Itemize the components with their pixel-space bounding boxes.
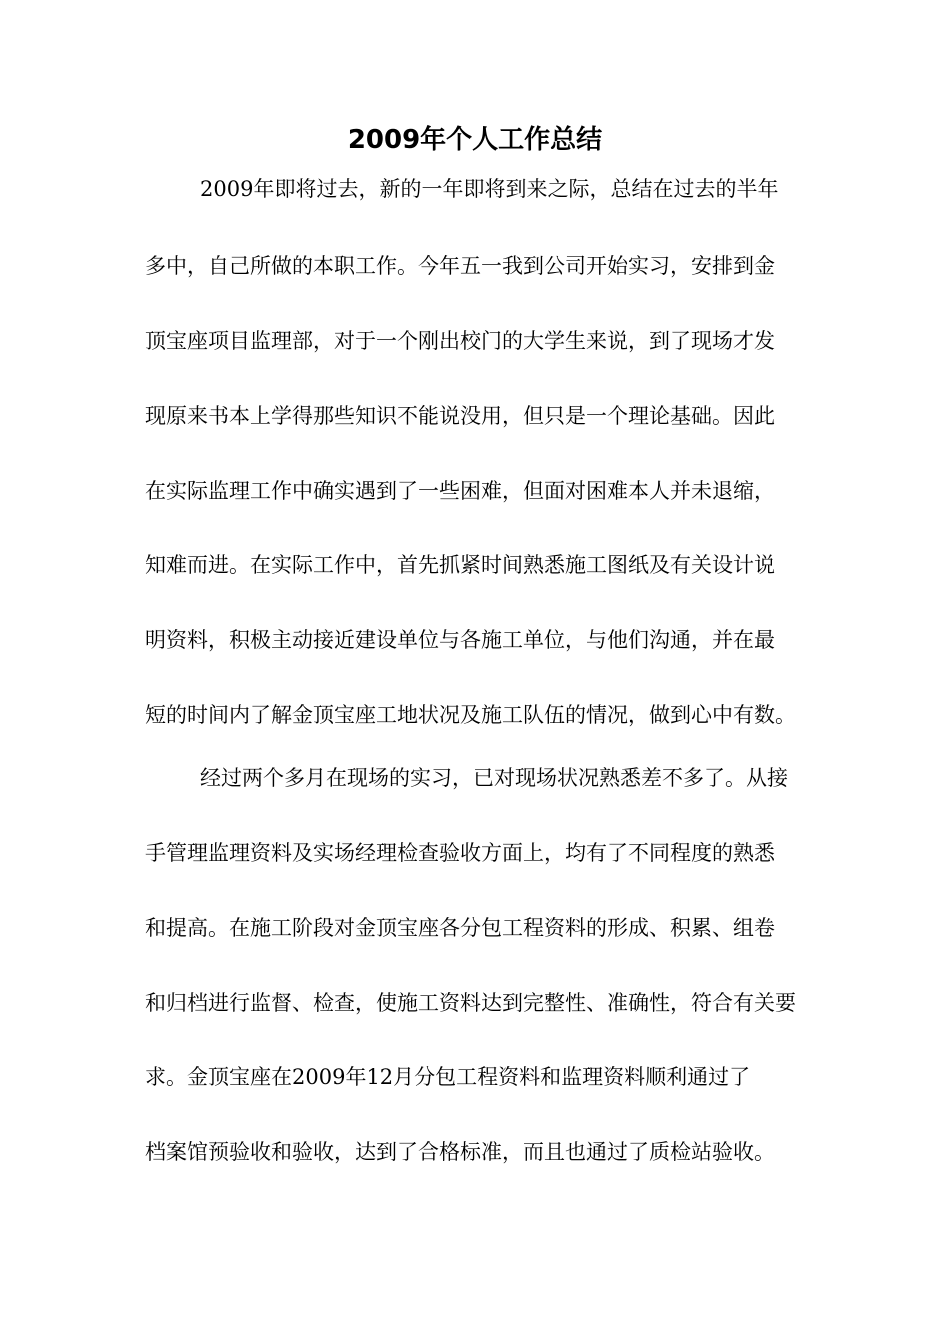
paragraph-1-line-1: 2009年即将过去，新的一年即将到来之际，总结在过去的半年 — [200, 177, 779, 201]
paragraph-2-line-4: 和归档进行监督、检查，使施工资料达到完整性、准确性，符合有关要 — [145, 991, 796, 1015]
paragraph-1-line-2: 多中，自己所做的本职工作。今年五一我到公司开始实习，安排到金 — [145, 254, 775, 278]
paragraph-2-line-3: 和提高。在施工阶段对金顶宝座各分包工程资料的形成、积累、组卷 — [145, 916, 775, 940]
paragraph-2-line-2: 手管理监理资料及实场经理检查验收方面上，均有了不同程度的熟悉 — [145, 841, 775, 865]
paragraph-2-line-6: 档案馆预验收和验收，达到了合格标准，而且也通过了质检站验收。 — [145, 1140, 775, 1164]
paragraph-1-line-4: 现原来书本上学得那些知识不能说没用，但只是一个理论基础。因此 — [145, 404, 775, 428]
paragraph-2-line-1: 经过两个多月在现场的实习，已对现场状况熟悉差不多了。从接 — [200, 766, 788, 790]
paragraph-1-line-5: 在实际监理工作中确实遇到了一些困难，但面对困难本人并未退缩， — [145, 479, 775, 503]
paragraph-1-line-3: 顶宝座项目监理部，对于一个刚出校门的大学生来说，到了现场才发 — [145, 329, 775, 353]
document-title: 2009年个人工作总结 — [347, 125, 603, 155]
paragraph-1-line-7: 明资料，积极主动接近建设单位与各施工单位，与他们沟通，并在最 — [145, 628, 775, 652]
paragraph-2-line-5: 求。金顶宝座在2009年12月分包工程资料和监理资料顺利通过了 — [145, 1065, 751, 1089]
paragraph-1-line-6: 知难而进。在实际工作中，首先抓紧时间熟悉施工图纸及有关设计说 — [145, 553, 775, 577]
paragraph-1-line-8: 短的时间内了解金顶宝座工地状况及施工队伍的情况，做到心中有数。 — [145, 703, 796, 727]
